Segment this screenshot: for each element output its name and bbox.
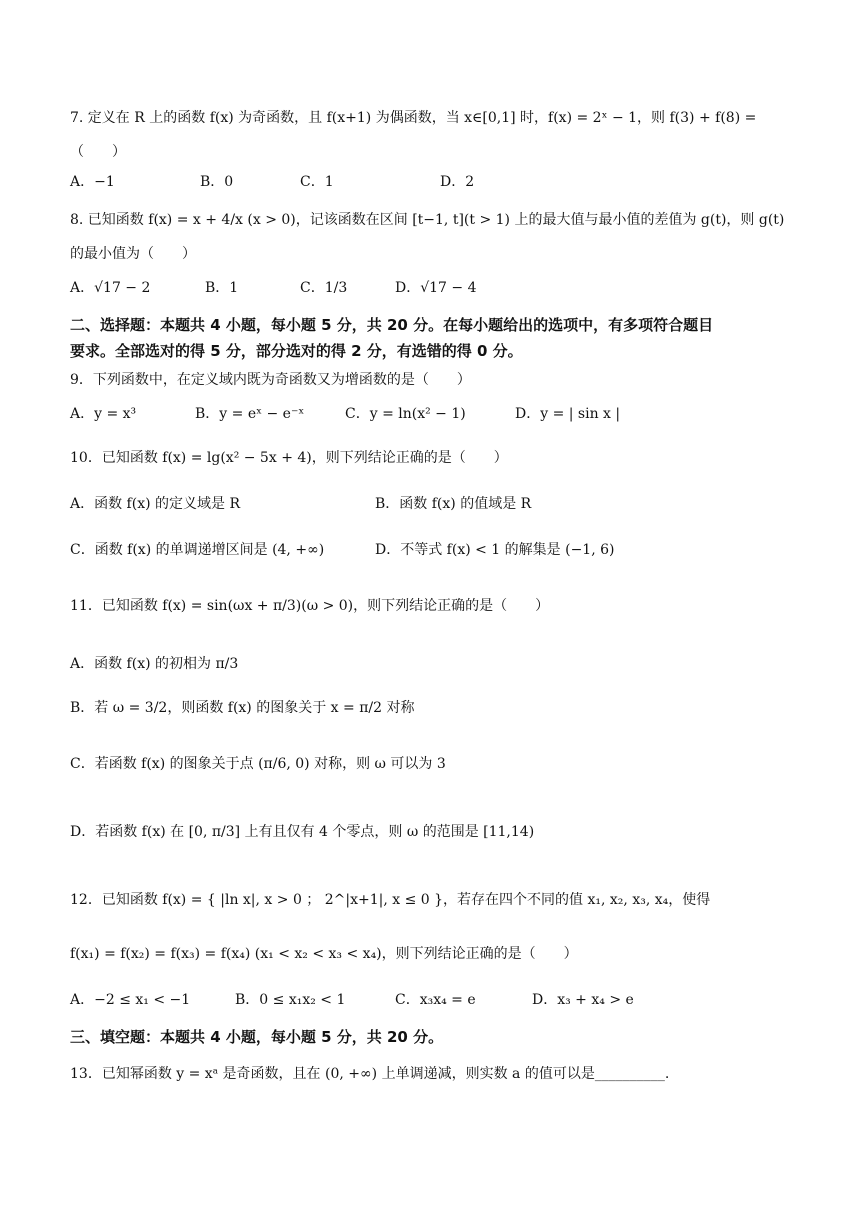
q10-stem: 10．已知函数 f(x) = lg(x² − 5x + 4)，则下列结论正确的是（ ） — [70, 450, 508, 466]
q9-option-d[interactable]: D．y = | sin x | — [515, 406, 621, 422]
q11-stem: 11．已知函数 f(x) = sin(ωx + π/3)(ω > 0)，则下列结论正确的是（ ） — [70, 598, 550, 614]
q7-stem-continuation: （ ） — [70, 144, 126, 160]
q8-option-c[interactable]: C．1/3 — [300, 280, 348, 296]
q8-option-a[interactable]: A．√17 − 2 — [70, 280, 151, 296]
q11-option-b[interactable]: B．若 ω = 3/2，则函数 f(x) 的图象关于 x = π/2 对称 — [70, 700, 415, 716]
q7-option-a[interactable]: A．−1 — [70, 174, 115, 190]
q10-option-b[interactable]: B．函数 f(x) 的值域是 R — [375, 496, 532, 512]
q7-option-c[interactable]: C．1 — [300, 174, 334, 190]
q12-option-d[interactable]: D．x₃ + x₄ > e — [532, 992, 634, 1008]
q9-option-a[interactable]: A．y = x³ — [70, 406, 137, 422]
q12-stem: 12．已知函数 f(x) = { |ln x|, x > 0 ； 2^|x+1|, x ≤ 0 }，若存在四个不同的值 x₁, x₂, x₃, x₄，使得 — [70, 892, 711, 908]
q7-option-d[interactable]: D．2 — [440, 174, 475, 190]
q12-option-a[interactable]: A．−2 ≤ x₁ < −1 — [70, 992, 191, 1008]
section2-heading-continuation: 要求。全部选对的得 5 分，部分选对的得 2 分，有选错的得 0 分。 — [70, 342, 523, 360]
q9-option-c[interactable]: C．y = ln(x² − 1) — [345, 406, 466, 422]
q11-option-a[interactable]: A．函数 f(x) 的初相为 π/3 — [70, 656, 239, 672]
q12-option-c[interactable]: C．x₃x₄ = e — [395, 992, 476, 1008]
q12-option-b[interactable]: B．0 ≤ x₁x₂ < 1 — [235, 992, 346, 1008]
q12-stem-continuation: f(x₁) = f(x₂) = f(x₃) = f(x₄) (x₁ < x₂ < x₃ < x₄)，则下列结论正确的是（ ） — [70, 946, 578, 962]
q10-option-d[interactable]: D．不等式 f(x) < 1 的解集是 (−1, 6) — [375, 542, 615, 558]
q7-option-b[interactable]: B．0 — [200, 174, 234, 190]
q8-stem: 8. 已知函数 f(x) = x + 4/x (x > 0)，记该函数在区间 [t−1, t](t > 1) 上的最大值与最小值的差值为 g(t)，则 g(t) — [70, 212, 785, 228]
section2-heading: 二、选择题：本题共 4 小题，每小题 5 分，共 20 分。在每小题给出的选项中，有多项符合题目 — [70, 316, 714, 334]
q8-option-b[interactable]: B．1 — [205, 280, 239, 296]
q11-option-d[interactable]: D．若函数 f(x) 在 [0, π/3] 上有且仅有 4 个零点，则 ω 的范围是 [11,14) — [70, 824, 535, 840]
q7-stem: 7. 定义在 R 上的函数 f(x) 为奇函数，且 f(x+1) 为偶函数，当 x∈[0,1] 时，f(x) = 2ˣ − 1，则 f(3) + f(8) = — [70, 110, 757, 126]
q8-option-d[interactable]: D．√17 − 4 — [395, 280, 477, 296]
section3-heading: 三、填空题：本题共 4 小题，每小题 5 分，共 20 分。 — [70, 1028, 444, 1046]
q13-stem: 13．已知幂函数 y = xᵃ 是奇函数，且在 (0, +∞) 上单调递减，则实数 a 的值可以是__________. — [70, 1066, 670, 1082]
q9-stem: 9．下列函数中，在定义域内既为奇函数又为增函数的是（ ） — [70, 372, 471, 388]
q10-option-a[interactable]: A．函数 f(x) 的定义域是 R — [70, 496, 241, 512]
q10-option-c[interactable]: C．函数 f(x) 的单调递增区间是 (4, +∞) — [70, 542, 325, 558]
q11-option-c[interactable]: C．若函数 f(x) 的图象关于点 (π/6, 0) 对称，则 ω 可以为 3 — [70, 756, 446, 772]
q8-stem-continuation: 的最小值为（ ） — [70, 246, 196, 262]
q9-option-b[interactable]: B．y = eˣ − e⁻ˣ — [195, 406, 305, 422]
